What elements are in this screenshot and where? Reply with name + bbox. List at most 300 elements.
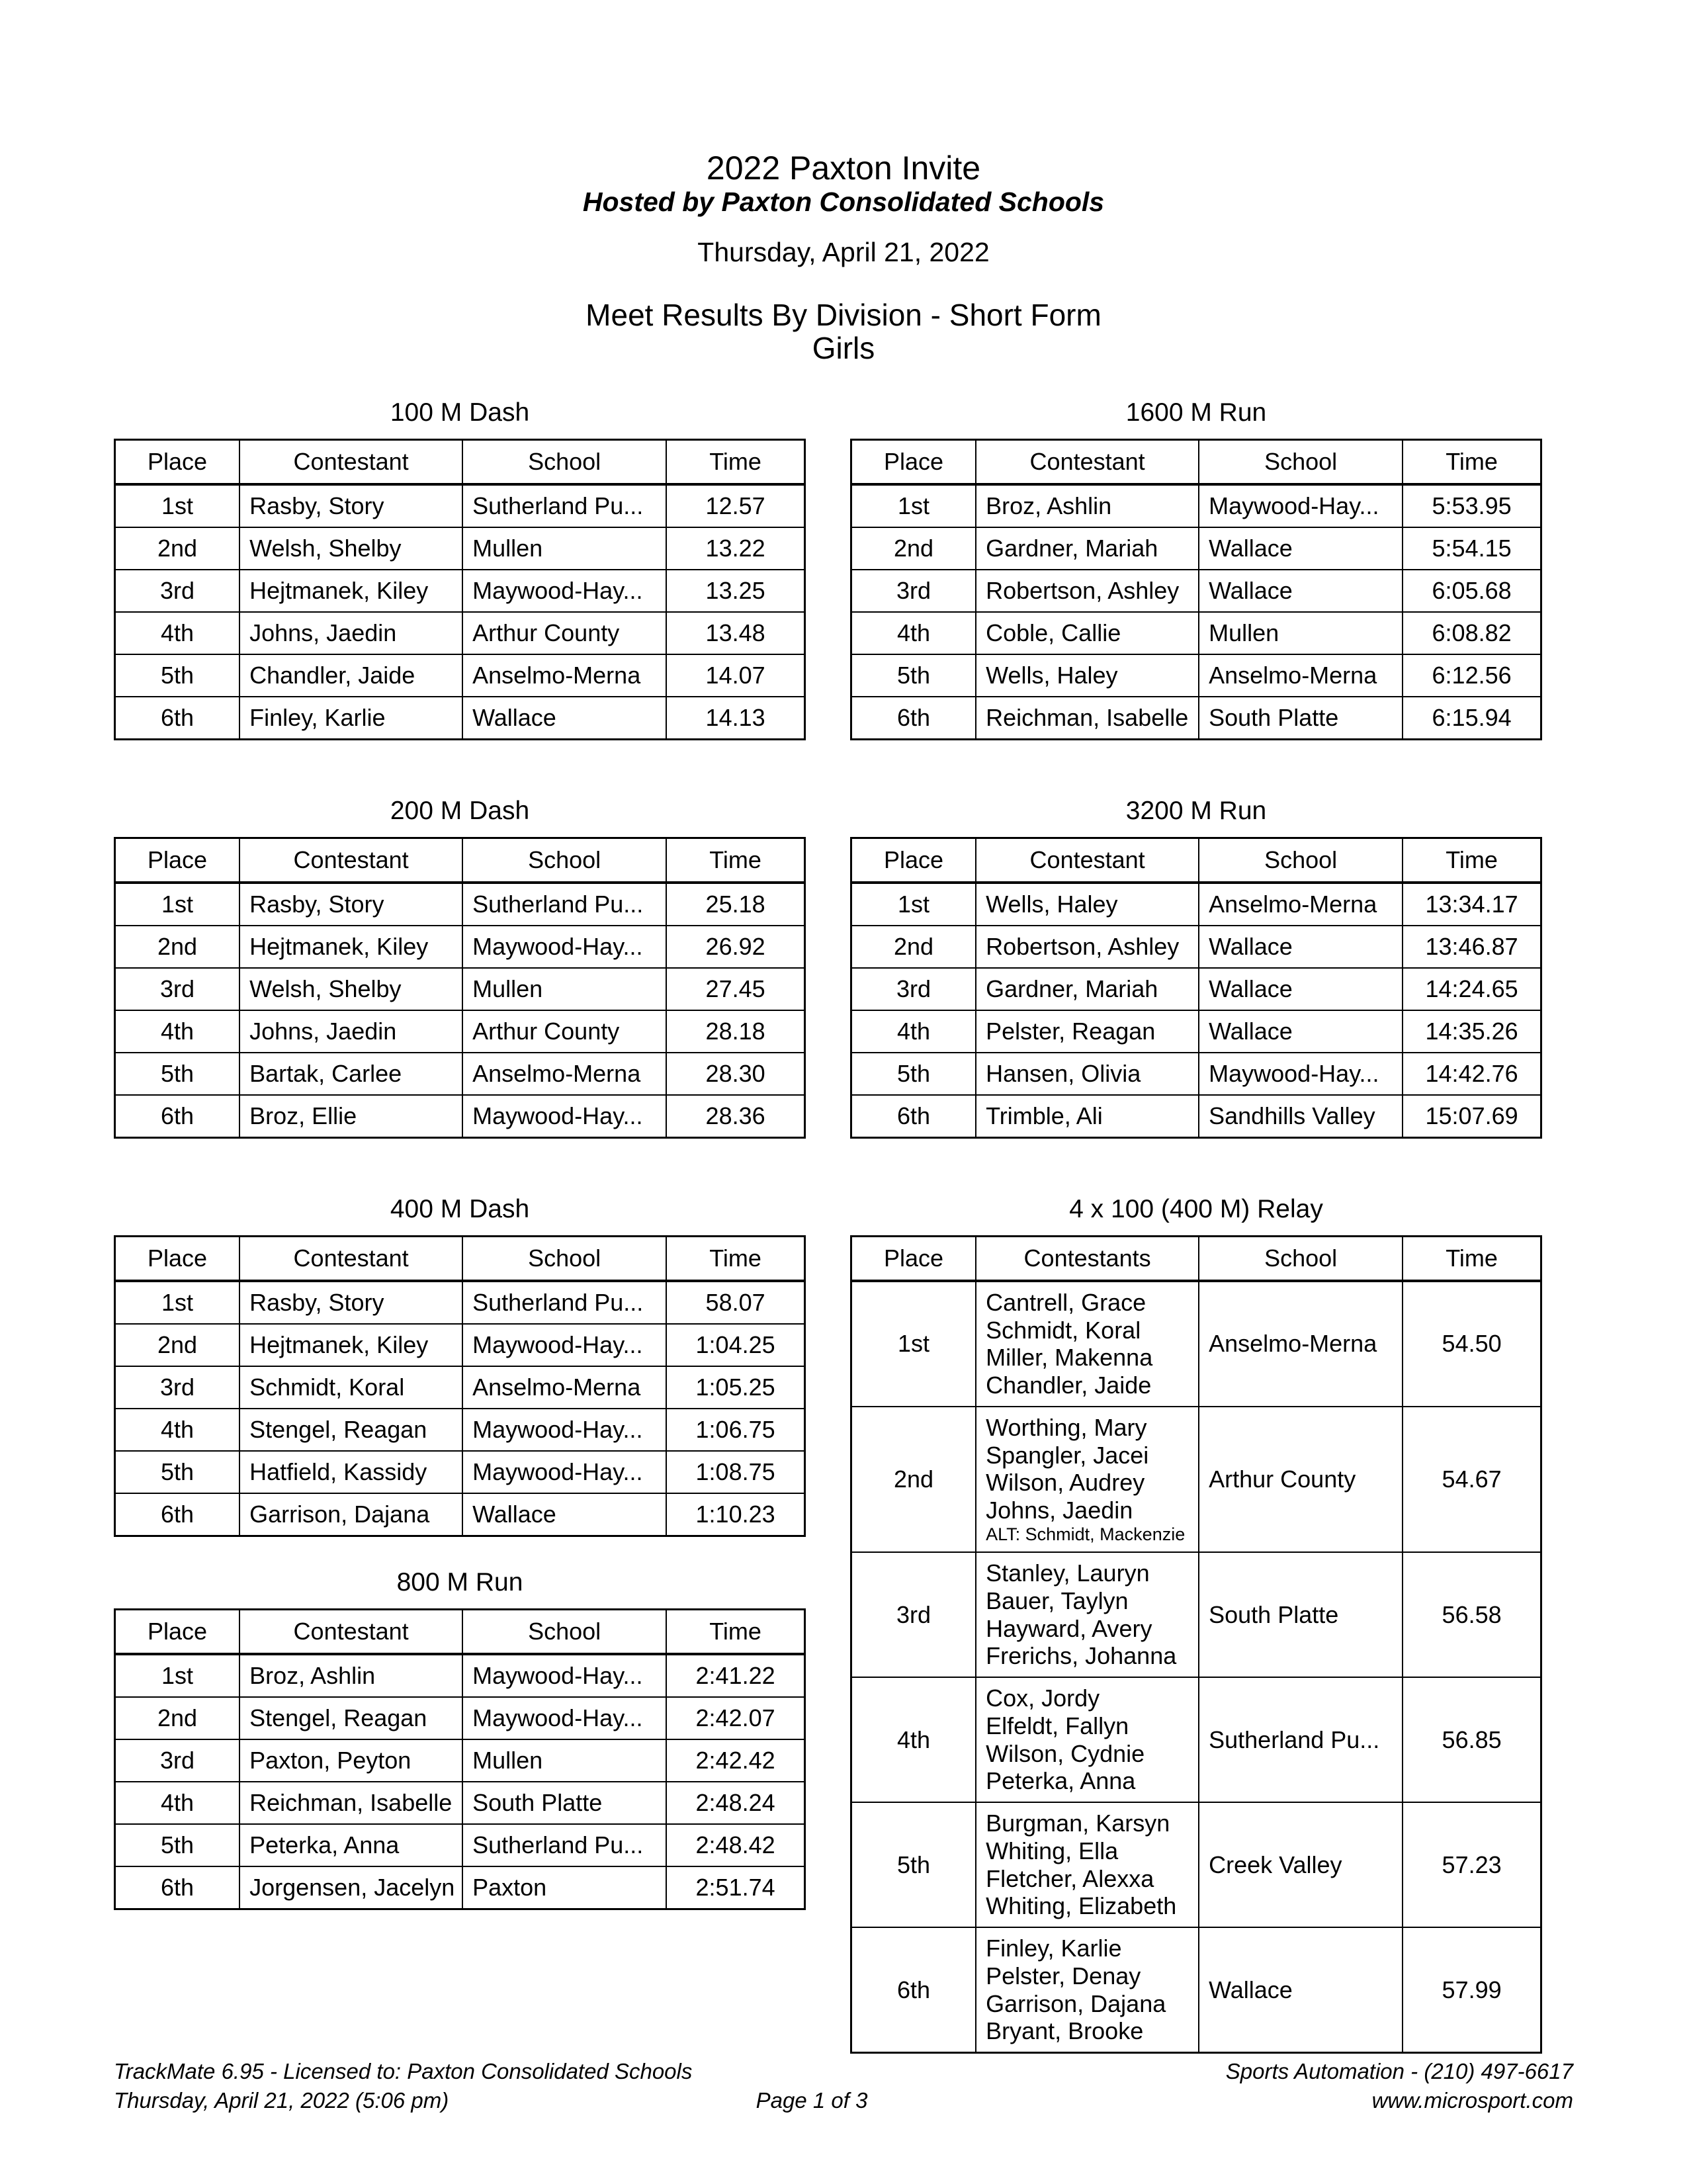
header-row: [115, 838, 805, 883]
event-title: 100 M Dash: [390, 398, 530, 427]
table-row: [851, 1095, 1541, 1138]
table-row: [115, 1654, 805, 1697]
cell-school: Anselmo-Merna: [462, 654, 666, 697]
spacer: [114, 1537, 806, 1569]
cell-place: 1st: [115, 484, 240, 527]
cell-school: Wallace: [462, 697, 666, 740]
report-title: Meet Results By Division - Short Form: [585, 297, 1102, 332]
cell-place: 3rd: [851, 570, 976, 612]
cell-school: Anselmo-Merna: [462, 1366, 666, 1409]
cell-place: 5th: [851, 1802, 976, 1927]
cell-school: Anselmo-Merna: [1199, 654, 1403, 697]
relay-leg: Bryant, Brooke: [986, 2017, 1144, 2045]
table-row: [115, 1053, 805, 1095]
cell-place: 4th: [115, 1782, 240, 1824]
results-table: [114, 1608, 806, 1910]
relay-leg: Bauer, Taylyn: [986, 1587, 1129, 1614]
table-header: [851, 440, 1541, 485]
cell-time: 54.67: [1403, 1407, 1541, 1552]
column-header-school: School: [462, 838, 666, 883]
cell-contestant: Trimble, Ali: [976, 1095, 1199, 1138]
cell-contestant: Welsh, Shelby: [239, 527, 462, 570]
cell-time: 14.13: [666, 697, 804, 740]
table-row: [851, 1677, 1541, 1802]
cell-time: 27.45: [666, 968, 804, 1010]
cell-time: 1:04.25: [666, 1324, 804, 1366]
header-row: [851, 1236, 1541, 1281]
table-body: [115, 1281, 805, 1536]
spacer: [114, 1139, 806, 1196]
cell-place: 2nd: [115, 527, 240, 570]
cell-school: Maywood-Hay...: [462, 1697, 666, 1739]
header-row: [851, 440, 1541, 485]
header-row: [851, 838, 1541, 883]
relay-leg: Cox, Jordy: [986, 1684, 1100, 1712]
cell-contestant: Finley, Karlie: [239, 697, 462, 740]
cell-contestant: Jorgensen, Jacelyn: [239, 1866, 462, 1909]
table-row: [851, 968, 1541, 1010]
table-row: [115, 883, 805, 926]
cell-place: 3rd: [115, 968, 240, 1010]
cell-place: 5th: [115, 1053, 240, 1095]
table-row: [851, 527, 1541, 570]
report-division: Girls: [812, 330, 875, 365]
cell-school: Sutherland Pu...: [462, 1281, 666, 1324]
cell-time: 56.85: [1403, 1677, 1541, 1802]
table-row: [115, 570, 805, 612]
cell-contestant: Garrison, Dajana: [239, 1493, 462, 1536]
relay-leg: Spangler, Jacei: [986, 1441, 1149, 1469]
column-header-school: School: [462, 1609, 666, 1654]
event-400-m-dash: [114, 1196, 806, 1537]
cell-contestant: Johns, Jaedin: [239, 612, 462, 654]
header-row: [115, 1236, 805, 1281]
column-header-time: Time: [1403, 838, 1541, 883]
cell-school: Sutherland Pu...: [1199, 1677, 1403, 1802]
cell-school: Wallace: [1199, 1927, 1403, 2053]
cell-place: 1st: [115, 883, 240, 926]
cell-contestant: Hejtmanek, Kiley: [239, 1324, 462, 1366]
cell-time: 57.23: [1403, 1802, 1541, 1927]
cell-time: 2:48.42: [666, 1824, 804, 1866]
cell-contestant: Rasby, Story: [239, 484, 462, 527]
cell-time: 28.18: [666, 1010, 804, 1053]
relay-leg: Cantrell, Grace: [986, 1288, 1146, 1316]
column-header-time: Time: [666, 1609, 804, 1654]
cell-school: Arthur County: [1199, 1407, 1403, 1552]
cell-contestant: Johns, Jaedin: [239, 1010, 462, 1053]
table-header: [115, 838, 805, 883]
event-title: 1600 M Run: [1125, 398, 1267, 427]
column-header-place: Place: [851, 1236, 976, 1281]
relay-leg: Chandler, Jaide: [986, 1372, 1152, 1399]
table-row: [115, 1739, 805, 1782]
cell-place: 1st: [115, 1281, 240, 1324]
meet-date: Thursday, April 21, 2022: [697, 236, 990, 267]
event-1600-m-run: [850, 399, 1542, 740]
cell-contestants: [976, 1552, 1199, 1677]
column-header-school: School: [1199, 440, 1403, 485]
event-3200-m-run: [850, 797, 1542, 1139]
relay-leg: Miller, Makenna: [986, 1344, 1153, 1372]
cell-place: 1st: [851, 1281, 976, 1407]
cell-contestants: [976, 1407, 1199, 1552]
cell-place: 3rd: [115, 1739, 240, 1782]
table-body: [851, 1281, 1541, 2053]
results-table: [114, 837, 806, 1139]
relay-leg: Finley, Karlie: [986, 1935, 1122, 1962]
column-header-contestant: Contestant: [976, 838, 1199, 883]
cell-place: 1st: [851, 883, 976, 926]
cell-place: 6th: [115, 1095, 240, 1138]
column-header-time: Time: [666, 838, 804, 883]
spacer: [114, 740, 806, 797]
column-header-place: Place: [851, 440, 976, 485]
relay-leg: Hayward, Avery: [986, 1614, 1152, 1642]
cell-place: 6th: [115, 697, 240, 740]
relay-leg: Frerichs, Johanna: [986, 1642, 1177, 1670]
table-row: [851, 1802, 1541, 1927]
event-title: 400 M Dash: [390, 1194, 530, 1223]
cell-contestant: Chandler, Jaide: [239, 654, 462, 697]
cell-contestant: Wells, Haley: [976, 883, 1199, 926]
cell-contestant: Broz, Ashlin: [976, 484, 1199, 527]
table-row: [115, 1782, 805, 1824]
cell-school: South Platte: [462, 1782, 666, 1824]
cell-time: 13:34.17: [1403, 883, 1541, 926]
event-title: 800 M Run: [396, 1567, 523, 1596]
cell-time: 14:35.26: [1403, 1010, 1541, 1053]
cell-time: 15:07.69: [1403, 1095, 1541, 1138]
cell-time: 13.48: [666, 612, 804, 654]
cell-time: 2:48.24: [666, 1782, 804, 1824]
results-table: [850, 837, 1542, 1139]
table-header: [851, 838, 1541, 883]
cell-time: 26.92: [666, 926, 804, 968]
cell-place: 5th: [115, 1824, 240, 1866]
cell-time: 2:41.22: [666, 1654, 804, 1697]
cell-place: 2nd: [851, 926, 976, 968]
cell-place: 4th: [115, 612, 240, 654]
cell-school: Anselmo-Merna: [1199, 1281, 1403, 1407]
meet-host: Hosted by Paxton Consolidated Schools: [582, 187, 1105, 217]
cell-school: Sutherland Pu...: [462, 484, 666, 527]
cell-contestant: Broz, Ellie: [239, 1095, 462, 1138]
column-header-contestant: Contestant: [239, 1609, 462, 1654]
cell-place: 4th: [851, 1677, 976, 1802]
cell-time: 5:54.15: [1403, 527, 1541, 570]
event-100-m-dash: [114, 399, 806, 740]
table-body: [851, 484, 1541, 740]
table-row: [851, 570, 1541, 612]
table-row: [851, 484, 1541, 527]
column-header-contestant: Contestant: [239, 440, 462, 485]
relay-leg: Stanley, Lauryn: [986, 1559, 1150, 1587]
cell-school: Sutherland Pu...: [462, 1824, 666, 1866]
table-row: [851, 1927, 1541, 2053]
cell-place: 6th: [115, 1866, 240, 1909]
relay-leg: Garrison, Dajana: [986, 1989, 1166, 2017]
column-header-contestant: Contestant: [239, 1236, 462, 1281]
cell-school: South Platte: [1199, 697, 1403, 740]
cell-place: 2nd: [115, 926, 240, 968]
cell-time: 28.36: [666, 1095, 804, 1138]
cell-school: Wallace: [462, 1493, 666, 1536]
cell-contestant: Gardner, Mariah: [976, 527, 1199, 570]
cell-place: 6th: [851, 1095, 976, 1138]
results-table: [850, 439, 1542, 740]
event-4x100-relay: [850, 1196, 1542, 2054]
cell-place: 5th: [851, 1053, 976, 1095]
event-200-m-dash: [114, 797, 806, 1139]
table-row: [115, 1095, 805, 1138]
relay-leg: Johns, Jaedin: [986, 1497, 1133, 1524]
table-row: [115, 1324, 805, 1366]
cell-place: 6th: [851, 697, 976, 740]
table-row: [115, 926, 805, 968]
cell-time: 2:42.07: [666, 1697, 804, 1739]
cell-school: Mullen: [462, 527, 666, 570]
column-header-place: Place: [115, 1236, 240, 1281]
relay-leg: Peterka, Anna: [986, 1767, 1136, 1795]
cell-time: 2:51.74: [666, 1866, 804, 1909]
table-row: [851, 697, 1541, 740]
cell-school: Wallace: [1199, 527, 1403, 570]
cell-school: Maywood-Hay...: [1199, 484, 1403, 527]
cell-place: 1st: [851, 484, 976, 527]
cell-contestant: Stengel, Reagan: [239, 1697, 462, 1739]
cell-school: Maywood-Hay...: [462, 1451, 666, 1493]
cell-time: 14:42.76: [1403, 1053, 1541, 1095]
column-header-time: Time: [666, 1236, 804, 1281]
meet-title: 2022 Paxton Invite: [706, 150, 981, 187]
cell-place: 2nd: [851, 1407, 976, 1552]
event-title: 4 x 100 (400 M) Relay: [1069, 1194, 1323, 1223]
footer-page-number: Page 1 of 3: [756, 2088, 868, 2113]
cell-contestants: [976, 1281, 1199, 1407]
cell-school: Creek Valley: [1199, 1802, 1403, 1927]
cell-time: 1:05.25: [666, 1366, 804, 1409]
relay-leg: Schmidt, Koral: [986, 1316, 1141, 1344]
table-row: [851, 612, 1541, 654]
footer-company: Sports Automation - (210) 497-6617: [1225, 2059, 1573, 2084]
spacer: [850, 1139, 1542, 1196]
relay-leg: Fletcher, Alexxa: [986, 1864, 1154, 1892]
table-body: [115, 883, 805, 1138]
table-row: [851, 1281, 1541, 1407]
cell-school: Wallace: [1199, 570, 1403, 612]
relay-leg: Burgman, Karsyn: [986, 1810, 1170, 1837]
cell-place: 4th: [851, 1010, 976, 1053]
cell-school: Arthur County: [462, 612, 666, 654]
column-header-school: School: [1199, 838, 1403, 883]
column-header-time: Time: [1403, 440, 1541, 485]
cell-school: Wallace: [1199, 1010, 1403, 1053]
table-body: [115, 484, 805, 740]
cell-place: 6th: [851, 1927, 976, 2053]
document-header: [0, 0, 1687, 365]
cell-place: 4th: [115, 1010, 240, 1053]
cell-school: Arthur County: [462, 1010, 666, 1053]
events-column-right: [850, 399, 1542, 2054]
cell-contestant: Reichman, Isabelle: [976, 697, 1199, 740]
cell-contestants: [976, 1927, 1199, 2053]
cell-school: Maywood-Hay...: [462, 926, 666, 968]
cell-school: Maywood-Hay...: [462, 1095, 666, 1138]
cell-school: Maywood-Hay...: [462, 570, 666, 612]
footer-line-2: [114, 2086, 1573, 2115]
cell-time: 6:08.82: [1403, 612, 1541, 654]
column-header-school: School: [462, 440, 666, 485]
cell-place: 3rd: [115, 570, 240, 612]
cell-time: 6:12.56: [1403, 654, 1541, 697]
table-row: [115, 968, 805, 1010]
cell-contestant: Bartak, Carlee: [239, 1053, 462, 1095]
cell-school: Maywood-Hay...: [462, 1654, 666, 1697]
cell-contestant: Hejtmanek, Kiley: [239, 570, 462, 612]
cell-school: Mullen: [462, 1739, 666, 1782]
cell-time: 14:24.65: [1403, 968, 1541, 1010]
cell-school: Paxton: [462, 1866, 666, 1909]
cell-place: 1st: [115, 1654, 240, 1697]
results-table: [114, 439, 806, 740]
cell-time: 1:06.75: [666, 1409, 804, 1451]
relay-alternate: ALT: Schmidt, Mackenzie: [986, 1524, 1186, 1544]
table-header: [115, 1236, 805, 1281]
column-header-time: Time: [1403, 1236, 1541, 1281]
table-row: [851, 1552, 1541, 1677]
results-table: [114, 1235, 806, 1537]
cell-place: 3rd: [115, 1366, 240, 1409]
cell-time: 6:05.68: [1403, 570, 1541, 612]
cell-contestant: Rasby, Story: [239, 1281, 462, 1324]
table-row: [115, 1493, 805, 1536]
cell-place: 2nd: [115, 1697, 240, 1739]
column-header-contestant: Contestant: [976, 440, 1199, 485]
relay-leg: Pelster, Denay: [986, 1962, 1141, 1989]
cell-contestant: Welsh, Shelby: [239, 968, 462, 1010]
cell-school: Sandhills Valley: [1199, 1095, 1403, 1138]
results-table: [850, 1235, 1542, 2054]
cell-contestant: Hejtmanek, Kiley: [239, 926, 462, 968]
cell-place: 2nd: [115, 1324, 240, 1366]
cell-place: 4th: [851, 612, 976, 654]
cell-time: 58.07: [666, 1281, 804, 1324]
cell-school: Anselmo-Merna: [1199, 883, 1403, 926]
table-row: [115, 612, 805, 654]
column-header-contestant: Contestant: [239, 838, 462, 883]
cell-place: 6th: [115, 1493, 240, 1536]
table-row: [115, 1451, 805, 1493]
column-header-contestants: Contestants: [976, 1236, 1199, 1281]
cell-contestant: Broz, Ashlin: [239, 1654, 462, 1697]
table-row: [115, 484, 805, 527]
cell-school: Mullen: [462, 968, 666, 1010]
table-row: [115, 1697, 805, 1739]
cell-contestant: Schmidt, Koral: [239, 1366, 462, 1409]
cell-contestant: Robertson, Ashley: [976, 570, 1199, 612]
spacer: [850, 740, 1542, 797]
table-row: [115, 1824, 805, 1866]
table-row: [851, 1053, 1541, 1095]
cell-time: 6:15.94: [1403, 697, 1541, 740]
column-header-place: Place: [115, 440, 240, 485]
table-row: [115, 1281, 805, 1324]
event-title: 3200 M Run: [1125, 797, 1267, 826]
relay-leg: Wilson, Audrey: [986, 1469, 1145, 1497]
table-row: [115, 1366, 805, 1409]
table-header: [115, 1609, 805, 1654]
cell-contestant: Hatfield, Kassidy: [239, 1451, 462, 1493]
cell-place: 5th: [115, 1451, 240, 1493]
table-row: [115, 1866, 805, 1909]
table-row: [115, 527, 805, 570]
cell-time: 56.58: [1403, 1552, 1541, 1677]
table-row: [115, 697, 805, 740]
cell-school: Maywood-Hay...: [1199, 1053, 1403, 1095]
cell-contestant: Wells, Haley: [976, 654, 1199, 697]
table-row: [851, 883, 1541, 926]
table-row: [115, 1409, 805, 1451]
table-header: [851, 1236, 1541, 1281]
cell-school: Maywood-Hay...: [462, 1409, 666, 1451]
cell-contestant: Rasby, Story: [239, 883, 462, 926]
column-header-place: Place: [115, 838, 240, 883]
cell-contestants: [976, 1677, 1199, 1802]
cell-time: 14.07: [666, 654, 804, 697]
column-header-place: Place: [851, 838, 976, 883]
cell-school: South Platte: [1199, 1552, 1403, 1677]
cell-place: 2nd: [851, 527, 976, 570]
cell-contestant: Reichman, Isabelle: [239, 1782, 462, 1824]
event-title: 200 M Dash: [390, 797, 530, 826]
column-header-school: School: [462, 1236, 666, 1281]
events-column-left: [114, 399, 806, 1910]
document-footer: [114, 2057, 1573, 2115]
header-row: [115, 440, 805, 485]
cell-contestant: Robertson, Ashley: [976, 926, 1199, 968]
table-row: [115, 654, 805, 697]
table-row: [851, 926, 1541, 968]
cell-school: Sutherland Pu...: [462, 883, 666, 926]
cell-time: 54.50: [1403, 1281, 1541, 1407]
table-row: [851, 1407, 1541, 1552]
cell-contestant: Pelster, Reagan: [976, 1010, 1199, 1053]
cell-place: 3rd: [851, 1552, 976, 1677]
cell-contestant: Gardner, Mariah: [976, 968, 1199, 1010]
cell-contestant: Peterka, Anna: [239, 1824, 462, 1866]
cell-time: 1:08.75: [666, 1451, 804, 1493]
cell-time: 13.22: [666, 527, 804, 570]
footer-line-1: [114, 2057, 1573, 2086]
cell-time: 1:10.23: [666, 1493, 804, 1536]
cell-school: Anselmo-Merna: [462, 1053, 666, 1095]
cell-contestant: Paxton, Peyton: [239, 1739, 462, 1782]
footer-software-license: TrackMate 6.95 - Licensed to: Paxton Consolidated Schools: [114, 2059, 693, 2084]
event-800-m-run: [114, 1569, 806, 1910]
cell-contestants: [976, 1802, 1199, 1927]
column-header-school: School: [1199, 1236, 1403, 1281]
cell-school: Maywood-Hay...: [462, 1324, 666, 1366]
cell-time: 25.18: [666, 883, 804, 926]
table-header: [115, 440, 805, 485]
relay-leg: Elfeldt, Fallyn: [986, 1712, 1129, 1739]
cell-school: Wallace: [1199, 968, 1403, 1010]
header-row: [115, 1609, 805, 1654]
cell-school: Wallace: [1199, 926, 1403, 968]
cell-place: 4th: [115, 1409, 240, 1451]
relay-leg: Whiting, Ella: [986, 1837, 1119, 1864]
